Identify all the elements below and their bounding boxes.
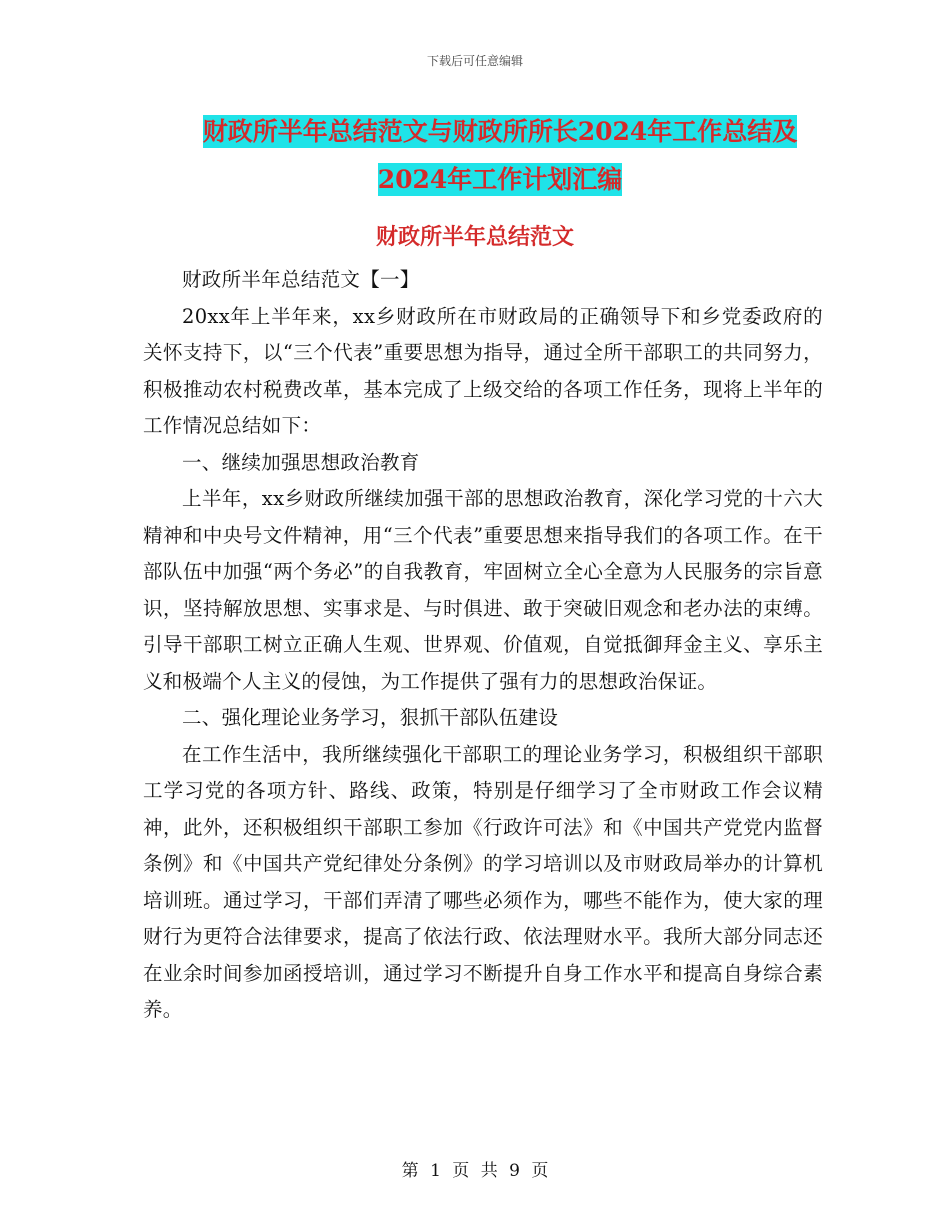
section-title: 财政所半年总结范文 [375,224,574,250]
paragraph-heading: 一、继续加强思想政治教育 [182,450,420,474]
page-header-note: 下载后可任意编辑 [426,54,523,68]
document-body [143,262,823,1029]
document-title-line-2: 2024年工作计划汇编 [377,165,623,194]
paragraph-subtitle: 财政所半年总结范文【一】 [182,268,420,291]
paragraph: 上半年，xx乡财政所继续加强干部的思想政治教育，深化学习党的十六大精神和中央号文件精神，用“三个代表”重要思想来指导我们的各项工作。在干部队伍中加强“两个务必”的自我教育，牢固树立全心全意为人民服务的宗旨意识，坚持解放思想、实事求是、与时俱进、敢于突破旧观念和老办法的束缚。引导干部职工树立正确人生观、世界观、价值观，自觉抵御拜金主义、享乐主义和极端个人主义的侵蚀，为工作提供了强有力的思想政治保证。 [143,487,823,693]
document-title-line-1: 财政所半年总结范文与财政所所长2024年工作总结及 [202,117,798,146]
paragraph: 在工作生活中，我所继续强化干部职工的理论业务学习，积极组织干部职工学习党的各项方针、路线、政策，特别是仔细学习了全市财政工作会议精神，此外，还积极组织干部职工参加《行政许可法》和《中国共产党党内监督条例》和《中国共产党纪律处分条例》的学习培训以及市财政局举办的计算机培训班。通过学习，干部们弄清了哪些必须作为，哪些不能作为，使大家的理财行为更符合法律要求，提高了依法行政、依法理财水平。我所大部分同志还在业余时间参加函授培训，通过学习不断提升自身工作水平和提高自身综合素养。 [143,742,823,1021]
paragraph: 20xx年上半年来，xx乡财政所在市财政局的正确领导下和乡党委政府的关怀支持下，以“三个代表”重要思想为指导，通过全所干部职工的共同努力，积极推动农村税费改革，基本完成了上级交给的各项工作任务，现将上半年的工作情况总结如下： [143,304,823,437]
page-number: 第 1 页 共 9 页 [401,1161,549,1181]
document-title [130,108,870,204]
paragraph-heading: 二、强化理论业务学习，狠抓干部队伍建设 [182,706,559,729]
